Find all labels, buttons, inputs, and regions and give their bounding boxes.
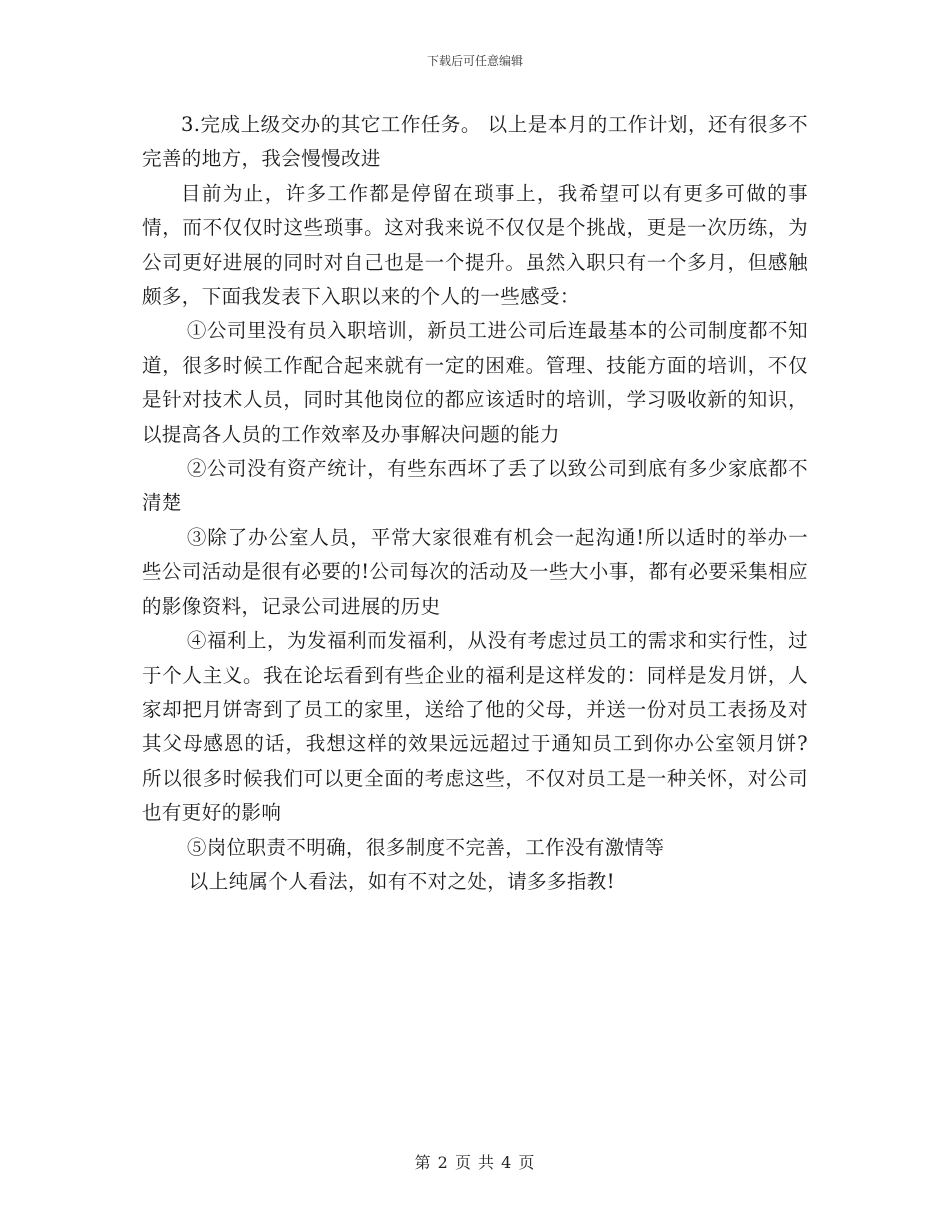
page-number: 第 2 页 共 4 页: [414, 1153, 536, 1172]
paragraph-closing: 以上纯属个人看法，如有不对之处，请多多指教!: [188, 869, 615, 893]
paragraph-point-2-assets: ②公司没有资产统计，有些东西坏了丢了以致公司到底有多少家底都不清楚: [142, 457, 808, 515]
paragraph-point-1-training: ①公司里没有员入职培训，新员工进公司后连最基本的公司制度都不知道，很多时候工作配合起来就有一定的困难。管理、技能方面的培训，不仅是针对技术人员，同时其他岗位的都应该适时的培训，学习吸收新的知识，以提高各人员的工作效率及办事解决问题的能力: [142, 319, 808, 446]
paragraph-point-3-communication: ③除了办公室人员，平常大家很难有机会一起沟通!所以适时的举办一些公司活动是很有必要的!公司每次的活动及一些大小事，都有必要采集相应的影像资料，记录公司进展的历史: [142, 525, 808, 618]
paragraph-intro-feelings: 目前为止，许多工作都是停留在琐事上，我希望可以有更多可做的事情，而不仅仅时这些琐事。这对我来说不仅仅是个挑战，更是一次历练，为公司更好进展的同时对自己也是一个提升。虽然入职只有一个多月，但感触颇多，下面我发表下入职以来的个人的一些感受：: [142, 181, 808, 309]
page-header: 下载后可任意编辑: [426, 54, 523, 68]
paragraph-point-5-responsibilities: ⑤岗位职责不明确，很多制度不完善，工作没有激情等: [186, 835, 665, 859]
paragraph-point-4-welfare: ④福利上，为发福利而发福利，从没有考虑过员工的需求和实行性，过于个人主义。我在论坛看到有些企业的福利是这样发的：同样是发月饼，人家却把月饼寄到了员工的家里，送给了他的父母，并送一份对员工表扬及对其父母感恩的话，我想这样的效果远远超过于通知员工到你办公室领月饼?所以很多时候我们可以更全面的考虑这些，不仅对员工是一种关怀，对公司也有更好的影响: [142, 629, 808, 825]
paragraph-work-plan: 3.完成上级交办的其它工作任务。 以上是本月的工作计划，还有很多不完善的地方，我会慢慢改进: [142, 113, 808, 171]
document-body: [142, 108, 808, 899]
